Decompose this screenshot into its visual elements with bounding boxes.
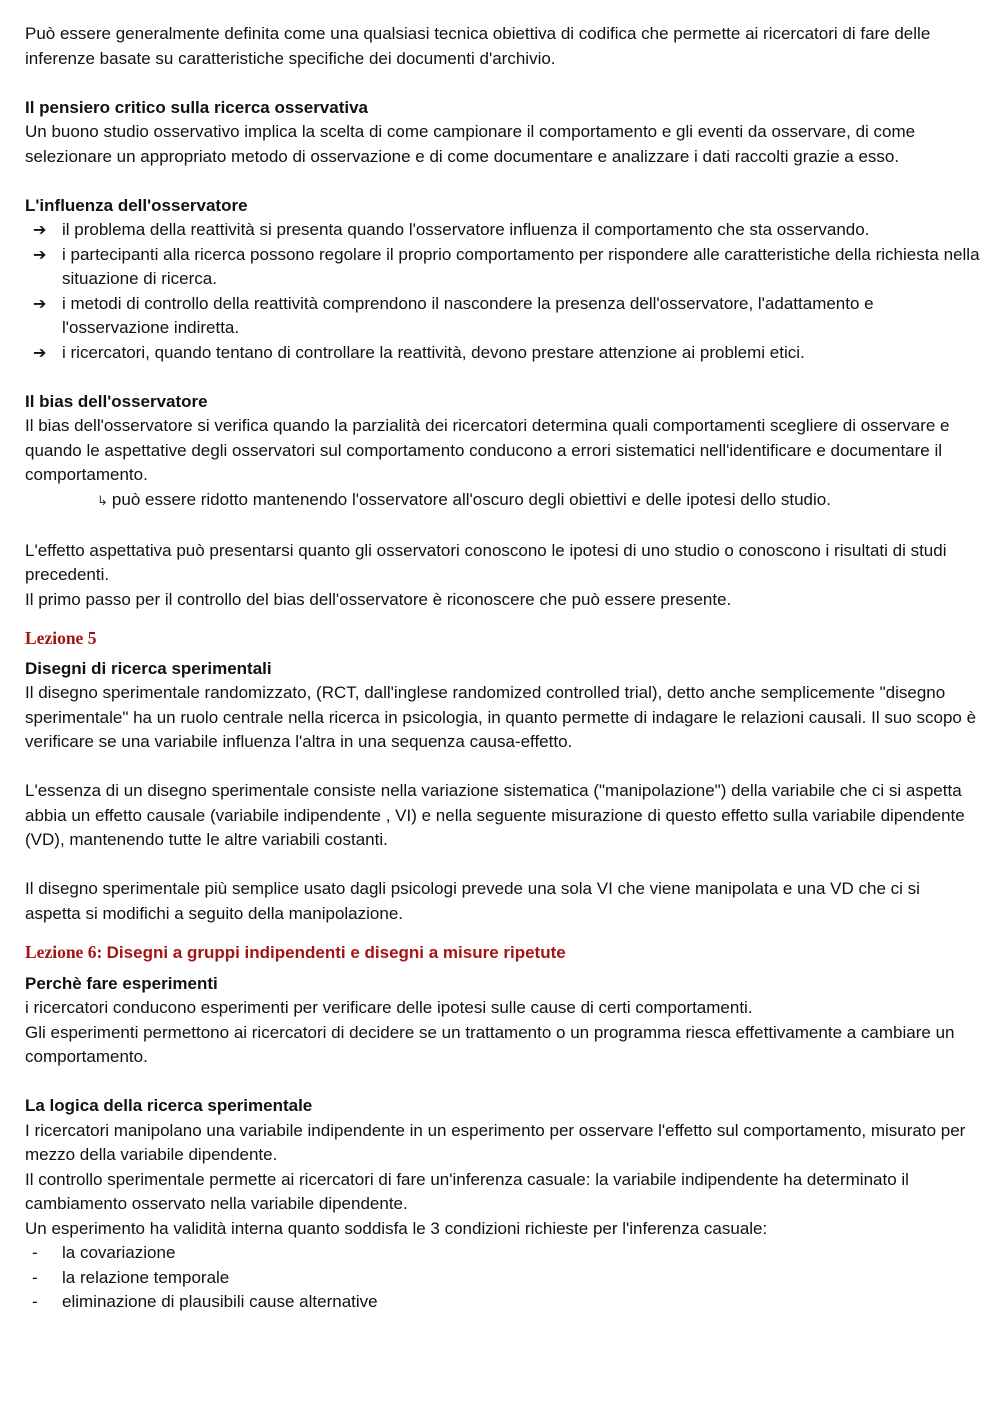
arrow-bullet-icon: ➔ — [33, 293, 47, 313]
why-heading: Perchè fare esperimenti — [25, 973, 218, 993]
list-item — [25, 243, 980, 292]
critical-heading: Il pensiero critico sulla ricerca osservativa — [25, 97, 369, 117]
arrow-bullet-icon: ➔ — [33, 220, 47, 239]
list-item-text: i metodi di controllo della reattività comprendono il nascondere la presenza dell'osservatore, l'adattamento e l'osservazione indiretta. — [62, 293, 874, 337]
first-step-paragraph: Il primo passo per il controllo del bias dell'osservatore è riconoscere che può essere presente. — [25, 589, 732, 609]
logic-line-1: I ricercatori manipolano una variabile indipendente in un esperimento per osservare l'effetto sul comportamento, misurato per mezzo della variabile dipendente. — [25, 1120, 966, 1164]
bias-heading: Il bias dell'osservatore — [25, 391, 208, 411]
list-item — [25, 1290, 980, 1315]
bias-paragraph: Il bias dell'osservatore si verifica quando la parzialità dei ricercatori determina quali comportamenti scegliere di osservare e quando le aspettative degli osservatori sul comportamento conducono a errori sistematici nell'identificare e documentare il comportamento. — [25, 416, 950, 484]
lesson-5-paragraph-3: Il disegno sperimentale più semplice usato dagli psicologi prevede una sola VI che viene manipolata e una VD che ci si aspetta si modifichi a seguito della manipolazione. — [25, 879, 920, 923]
influence-list — [25, 218, 980, 365]
lesson-5-title: Lezione 5 — [25, 628, 97, 648]
bias-note — [25, 488, 980, 515]
arrow-bullet-icon: ➔ — [33, 244, 47, 264]
dash-bullet-icon: - — [32, 1243, 38, 1262]
bias-note-text: può essere ridotto mantenendo l'osservatore all'oscuro degli obiettivi e delle ipotesi dello studio. — [111, 489, 831, 509]
list-item-text: i partecipanti alla ricerca possono regolare il proprio comportamento per rispondere alle caratteristiche della richiesta nella situazione di ricerca. — [62, 244, 980, 288]
return-arrow-icon: ↳ — [97, 493, 108, 509]
lesson-6-title-line — [25, 940, 980, 966]
list-item-text: eliminazione di plausibili cause alternative — [62, 1292, 378, 1311]
critical-paragraph: Un buono studio osservativo implica la scelta di come campionare il comportamento e gli eventi da osservare, di come selezionare un appropriato metodo di osservazione e di come documentare e analizzare i dati raccolti grazie a esso. — [25, 122, 916, 166]
list-item — [25, 1266, 980, 1291]
lesson-6-title-block — [25, 940, 980, 966]
why-line-1: i ricercatori conducono esperimenti per verificare delle ipotesi sulle cause di certi comportamenti. — [25, 998, 753, 1017]
logic-line-3: Un esperimento ha validità interna quanto soddisfa le 3 condizioni richieste per l'inferenza casuale: — [25, 1218, 768, 1238]
document-page — [25, 22, 980, 1315]
logic-line-2: Il controllo sperimentale permette ai ricercatori di fare un'inferenza casuale: la variabile indipendente ha determinato il cambiamento osservato nella variabile dipendente. — [25, 1169, 909, 1213]
list-item-text: la relazione temporale — [62, 1267, 230, 1287]
lesson-5-paragraph-1: Il disegno sperimentale randomizzato, (RCT, dall'inglese randomized controlled trial), detto anche semplicemente "disegno sperimentale" ha un ruolo centrale nella ricerca in psicologia, in quanto permette di indagare le relazioni causali. Il suo scopo è verificare se una variabile influenza l'altra in una sequenza causa-effetto. — [25, 683, 977, 751]
list-item-text: i ricercatori, quando tentano di controllare la reattività, devono prestare attenzione ai problemi etici. — [62, 342, 805, 362]
lesson-5-heading: Disegni di ricerca sperimentali — [25, 658, 272, 678]
list-item-text: la covariazione — [62, 1243, 176, 1262]
lesson-5-title-block — [25, 626, 980, 651]
list-item — [25, 218, 980, 243]
lesson-6-title: Lezione 6: — [25, 942, 103, 962]
dash-bullet-icon: - — [32, 1267, 38, 1287]
influence-heading: L'influenza dell'osservatore — [25, 195, 248, 215]
list-item-text: il problema della reattività si presenta quando l'osservatore influenza il comportamento che sta osservando. — [62, 220, 870, 239]
dash-bullet-icon: - — [32, 1292, 38, 1311]
arrow-bullet-icon: ➔ — [33, 342, 47, 362]
logic-heading: La logica della ricerca sperimentale — [25, 1096, 313, 1115]
why-line-2: Gli esperimenti permettono ai ricercatori di decidere se un trattamento o un programma riesca effettivamente a cambiare un comportamento. — [25, 1022, 955, 1066]
conditions-list — [25, 1241, 980, 1315]
list-item — [25, 292, 980, 341]
lesson-5-paragraph-2: L'essenza di un disegno sperimentale consiste nella variazione sistematica ("manipolazione") della variabile che ci si aspetta abbia un effetto causale (variabile indipendente , VI) e nella seguente misurazione di questo effetto sulla variabile dipendente (VD), mantenendo tutte le altre variabili costanti. — [25, 781, 965, 849]
list-item — [25, 341, 980, 366]
list-item — [25, 1241, 980, 1266]
expectancy-paragraph: L'effetto aspettativa può presentarsi quanto gli osservatori conoscono le ipotesi di uno studio o conoscono i risultati di studi precedenti. — [25, 540, 947, 584]
lesson-6-subtitle: Disegni a gruppi indipendenti e disegni a misure ripetute — [106, 943, 566, 962]
intro-paragraph: Può essere generalmente definita come una qualsiasi tecnica obiettiva di codifica che permette ai ricercatori di fare delle inferenze basate su caratteristiche specifiche dei documenti d'archivio. — [25, 24, 931, 68]
